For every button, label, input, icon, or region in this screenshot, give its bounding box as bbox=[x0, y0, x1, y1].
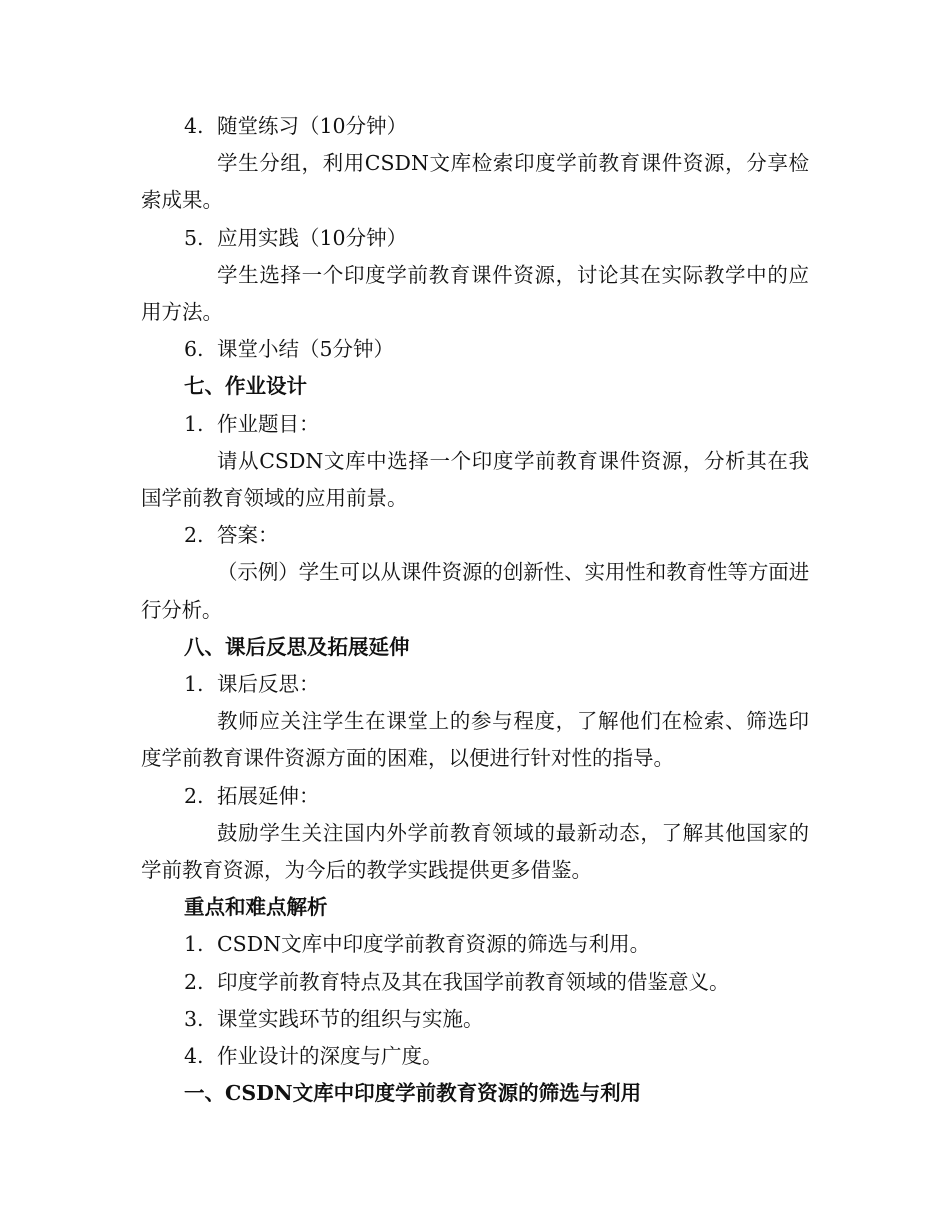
section-heading: 重点和难点解析 bbox=[184, 895, 328, 920]
item-text: 应用实践（10分钟） bbox=[217, 225, 408, 250]
item-number: 3. bbox=[184, 1006, 204, 1031]
item-number: 4. bbox=[184, 114, 204, 138]
item-number: 1. bbox=[184, 932, 204, 957]
list-item bbox=[141, 964, 809, 1001]
item-text: CSDN文库中印度学前教育资源的筛选与利用。 bbox=[217, 932, 651, 957]
item-text: 随堂练习（10分钟） bbox=[217, 114, 408, 138]
list-item bbox=[141, 331, 809, 368]
item-number: 2. bbox=[184, 783, 204, 808]
item-number: 2. bbox=[184, 969, 204, 994]
list-item bbox=[141, 220, 809, 257]
item-number: 5. bbox=[184, 225, 204, 250]
item-number: 6. bbox=[184, 337, 204, 362]
paragraph: （示例）学生可以从课件资源的创新性、实用性和教育性等方面进行分析。 bbox=[141, 560, 809, 622]
list-item bbox=[141, 666, 809, 703]
item-text: 拓展延伸： bbox=[217, 783, 320, 808]
list-item bbox=[141, 1001, 809, 1038]
paragraph: 学生选择一个印度学前教育课件资源，讨论其在实际教学中的应用方法。 bbox=[141, 262, 809, 324]
document-body bbox=[141, 108, 809, 1112]
item-text: 课堂小结（5分钟） bbox=[217, 337, 395, 362]
list-item bbox=[141, 517, 809, 554]
paragraph: 请从CSDN文库中选择一个印度学前教育课件资源，分析其在我国学前教育领域的应用前景。 bbox=[141, 448, 809, 510]
list-item bbox=[141, 778, 809, 815]
item-text: 答案： bbox=[217, 523, 279, 548]
section-heading: 一、CSDN文库中印度学前教育资源的筛选与利用 bbox=[184, 1081, 642, 1106]
list-item bbox=[141, 926, 809, 963]
paragraph: 教师应关注学生在课堂上的参与程度，了解他们在检索、筛选印度学前教育课件资源方面的困难，以便进行针对性的指导。 bbox=[141, 709, 809, 771]
item-number: 2. bbox=[184, 523, 204, 548]
paragraph: 学生分组，利用CSDN文库检索印度学前教育课件资源，分享检索成果。 bbox=[141, 151, 809, 213]
list-item bbox=[141, 406, 809, 443]
item-text: 作业题目： bbox=[217, 411, 320, 436]
item-text: 印度学前教育特点及其在我国学前教育领域的借鉴意义。 bbox=[217, 969, 730, 994]
item-number: 1. bbox=[184, 411, 204, 436]
item-text: 作业设计的深度与广度。 bbox=[217, 1043, 443, 1068]
item-number: 1. bbox=[184, 671, 204, 696]
list-item bbox=[141, 1038, 809, 1075]
section-heading: 七、作业设计 bbox=[184, 374, 307, 399]
item-text: 课堂实践环节的组织与实施。 bbox=[217, 1006, 484, 1031]
list-item bbox=[141, 108, 809, 145]
item-text: 课后反思： bbox=[217, 671, 320, 696]
paragraph: 鼓励学生关注国内外学前教育领域的最新动态，了解其他国家的学前教育资源，为今后的教学实践提供更多借鉴。 bbox=[141, 820, 809, 882]
item-number: 4. bbox=[184, 1043, 204, 1068]
section-heading: 八、课后反思及拓展延伸 bbox=[184, 634, 410, 659]
